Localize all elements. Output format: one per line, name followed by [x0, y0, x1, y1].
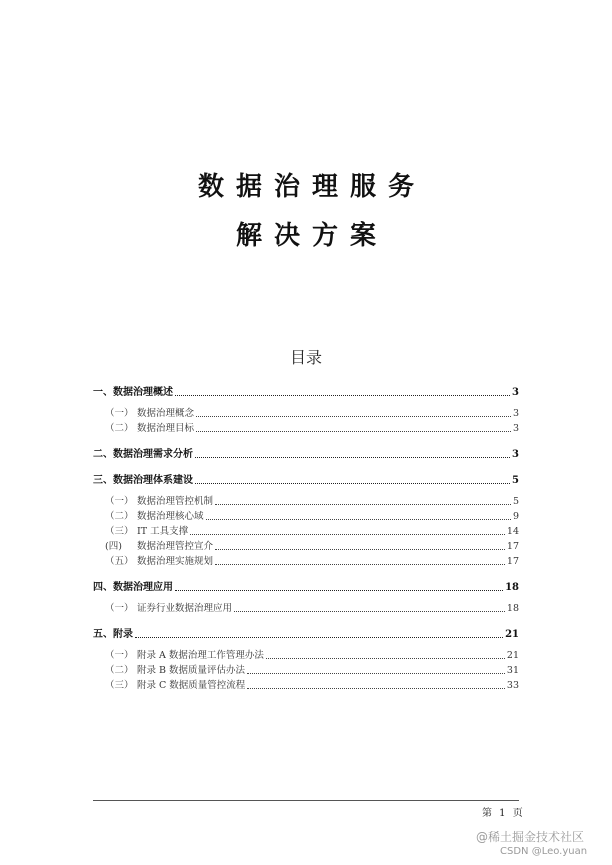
toc-subsection-entry[interactable] — [93, 508, 519, 523]
toc-section-entry[interactable] — [93, 446, 519, 461]
toc-entry-title: 数据治理目标 — [137, 423, 195, 434]
toc-dot-leader — [266, 658, 505, 659]
toc-subsection-entry[interactable] — [93, 405, 519, 420]
toc-entry-title: 数据治理需求分析 — [113, 449, 193, 460]
toc-entry-page: 17 — [506, 556, 519, 567]
table-of-contents — [93, 384, 519, 692]
toc-entry-number: （一） — [105, 408, 134, 419]
document-title-line2: 解决方案 — [235, 221, 388, 251]
toc-entry-title: 附录 C 数据质量管控流程 — [137, 680, 246, 691]
toc-entry-number: （一） — [105, 603, 134, 614]
toc-entry-page: 33 — [506, 680, 519, 691]
toc-entry-title: 数据治理实施规划 — [137, 556, 214, 567]
toc-entry-page: 3 — [512, 423, 519, 434]
toc-dot-leader — [195, 457, 510, 458]
toc-entry-page: 5 — [512, 496, 519, 507]
toc-dot-leader — [247, 688, 505, 689]
toc-entry-number: （二） — [105, 423, 134, 434]
toc-entry-title: IT 工具支撑 — [137, 526, 189, 537]
toc-entry-title: 数据治理应用 — [113, 582, 173, 593]
toc-entry-number: 三、 — [93, 475, 113, 486]
toc-entry-title: 附录 A 数据治理工作管理办法 — [137, 650, 264, 661]
toc-entry-title: 数据治理核心域 — [137, 511, 204, 522]
toc-gap — [93, 615, 519, 626]
toc-dot-leader — [195, 483, 510, 484]
toc-section-entry[interactable] — [93, 579, 519, 594]
page-number: 第 1 页 — [482, 808, 525, 819]
toc-entry-page: 18 — [506, 603, 519, 614]
toc-entry-number: （三） — [105, 526, 134, 537]
watermark-juejin: @稀土掘金技术社区 — [476, 830, 585, 844]
toc-dot-leader — [234, 611, 505, 612]
toc-entry-number: 二、 — [93, 449, 113, 460]
toc-entry-page: 17 — [506, 541, 519, 552]
toc-entry-page: 3 — [512, 449, 519, 460]
toc-entry-number: （一） — [105, 650, 134, 661]
toc-dot-leader — [215, 549, 505, 550]
toc-entry-title: 数据治理概述 — [113, 387, 173, 398]
toc-section-entry[interactable] — [93, 472, 519, 487]
document-title-line1: 数据治理服务 — [197, 172, 426, 202]
toc-entry-title: 附录 — [113, 629, 133, 640]
toc-entry-title: 数据治理概念 — [137, 408, 195, 419]
toc-entry-number: （二） — [105, 511, 134, 522]
toc-subsection-entry[interactable] — [93, 600, 519, 615]
toc-entry-title: 数据治理体系建设 — [113, 475, 193, 486]
toc-entry-number: 五、 — [93, 629, 113, 640]
toc-subsection-entry[interactable] — [93, 523, 519, 538]
toc-dot-leader — [215, 504, 511, 505]
toc-entry-number: 四、 — [93, 582, 113, 593]
toc-dot-leader — [247, 673, 505, 674]
toc-entry-title: 证券行业数据治理应用 — [137, 603, 233, 614]
toc-entry-page: 18 — [505, 582, 519, 593]
toc-subsection-entry[interactable] — [93, 647, 519, 662]
toc-subsection-entry[interactable] — [93, 662, 519, 677]
toc-subsection-entry[interactable] — [93, 677, 519, 692]
toc-dot-leader — [135, 637, 503, 638]
toc-entry-page: 9 — [512, 511, 519, 522]
toc-entry-page: 3 — [512, 408, 519, 419]
toc-entry-page: 21 — [506, 650, 519, 661]
toc-gap — [93, 461, 519, 472]
toc-dot-leader — [175, 395, 510, 396]
toc-gap — [93, 568, 519, 579]
toc-subsection-entry[interactable] — [93, 553, 519, 568]
toc-entry-page: 5 — [512, 475, 519, 486]
toc-entry-number: （五） — [105, 556, 134, 567]
toc-dot-leader — [175, 590, 503, 591]
toc-entry-title: 数据治理管控机制 — [137, 496, 214, 507]
toc-entry-number: 一、 — [93, 387, 113, 398]
toc-subsection-entry[interactable] — [93, 420, 519, 435]
toc-subsection-entry[interactable] — [93, 538, 519, 553]
toc-subsection-entry[interactable] — [93, 493, 519, 508]
toc-dot-leader — [196, 431, 511, 432]
toc-heading: 目录 — [289, 348, 322, 367]
watermark-csdn: CSDN @Leo.yuan — [500, 846, 588, 857]
toc-entry-page: 3 — [512, 387, 519, 398]
toc-section-entry[interactable] — [93, 384, 519, 399]
toc-entry-number: (四) — [105, 541, 122, 552]
toc-gap — [93, 435, 519, 446]
toc-entry-page: 14 — [506, 526, 519, 537]
toc-dot-leader — [196, 416, 511, 417]
toc-section-entry[interactable] — [93, 626, 519, 641]
toc-entry-page: 21 — [505, 629, 519, 640]
toc-entry-title: 数据治理管控宣介 — [137, 541, 214, 552]
toc-entry-page: 31 — [506, 665, 519, 676]
toc-entry-number: （一） — [105, 496, 134, 507]
toc-entry-number: （二） — [105, 665, 134, 676]
toc-dot-leader — [206, 519, 511, 520]
toc-entry-title: 附录 B 数据质量评估办法 — [137, 665, 246, 676]
toc-entry-number: （三） — [105, 680, 134, 691]
toc-dot-leader — [190, 534, 505, 535]
toc-dot-leader — [215, 564, 505, 565]
footer-divider — [93, 800, 519, 801]
